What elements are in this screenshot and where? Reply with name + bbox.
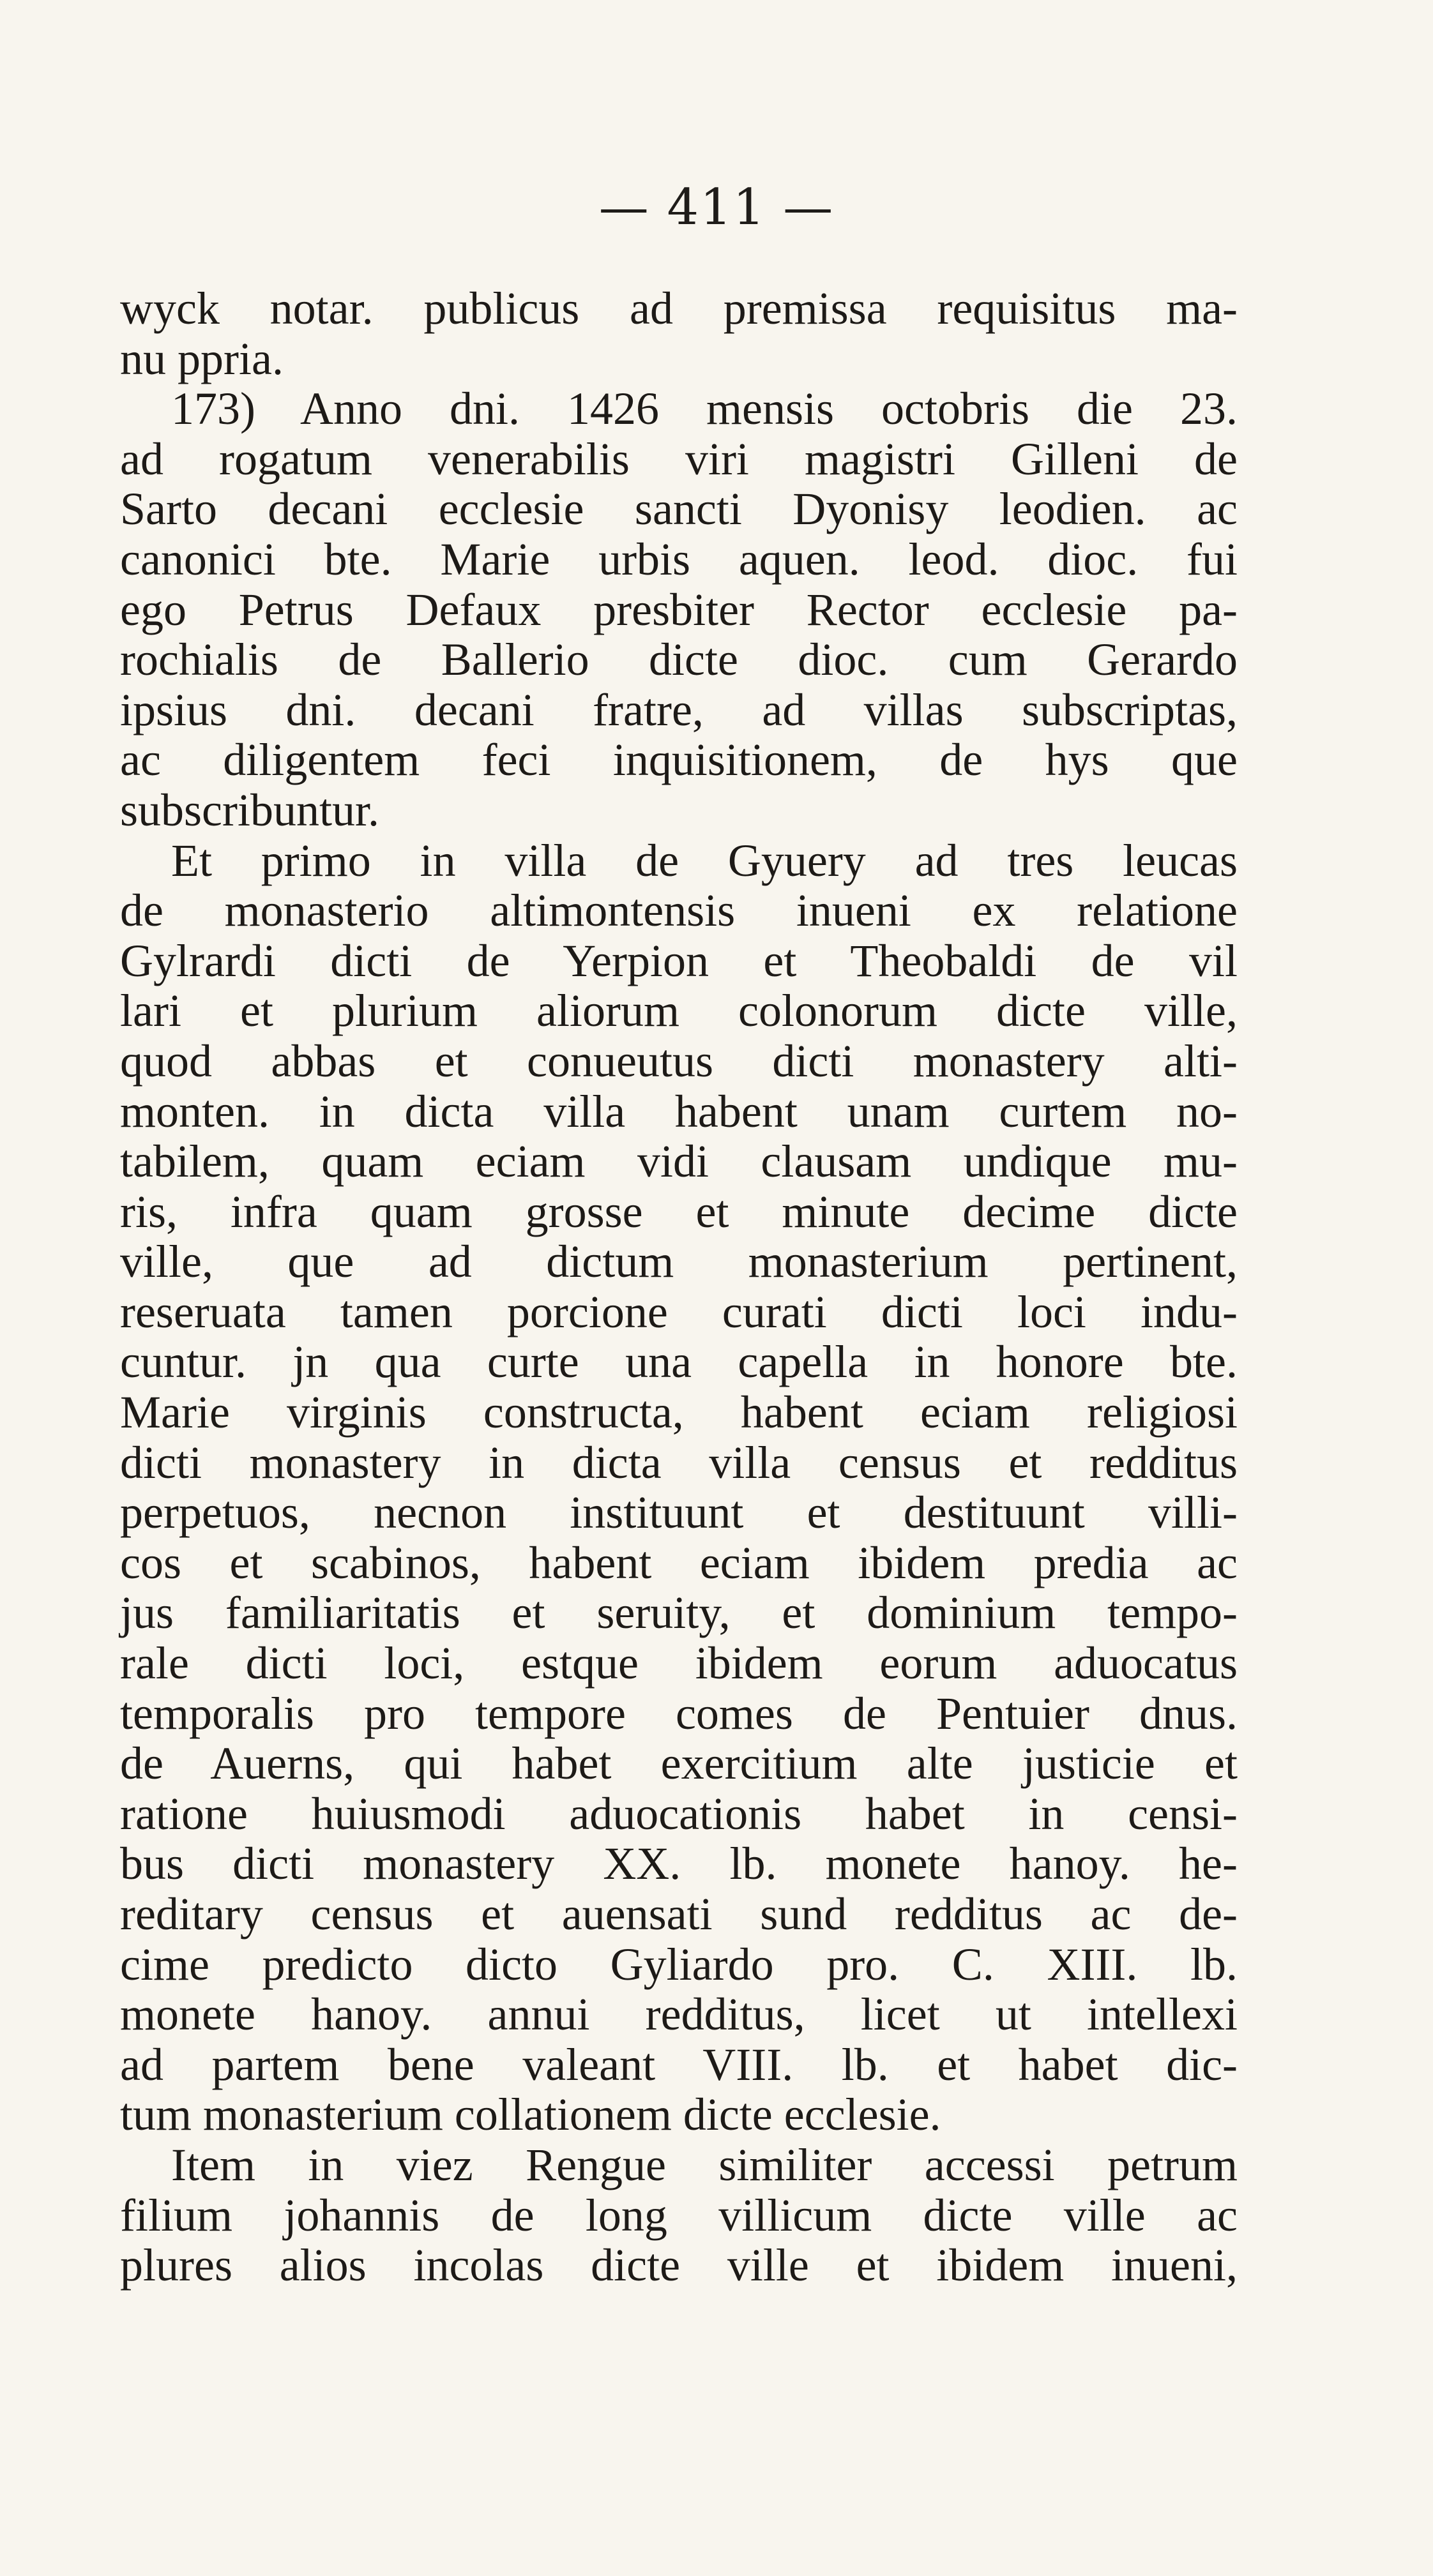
text-line: ad partem bene valeant VIII. lb. et habet dic- — [120, 2038, 1238, 2090]
text-line: lari et plurium aliorum colonorum dicte ville, — [120, 985, 1238, 1037]
text-line: nu ppria. — [120, 333, 284, 384]
text-line: rochialis de Ballerio dicte dioc. cum Gerardo — [120, 634, 1238, 686]
page-number-header: — 411 — — [598, 179, 835, 236]
text-line: monete hanoy. annui redditus, licet ut intellexi — [120, 1989, 1238, 2040]
text-line: dicti monastery in dicta villa census et redditus — [120, 1436, 1238, 1488]
text-line: quod abbas et conueutus dicti monastery alti- — [120, 1035, 1238, 1087]
text-line: ris, infra quam grosse et minute decime dicte — [120, 1186, 1238, 1237]
text-line: de monasterio altimontensis inueni ex relatione — [120, 885, 1238, 937]
text-line: reditary census et auensati sund redditus ac de- — [120, 1888, 1238, 1940]
text-line: rale dicti loci, estque ibidem eorum aduocatus — [120, 1638, 1238, 1689]
text-line: canonici bte. Marie urbis aquen. leod. dioc. fui — [120, 533, 1238, 585]
text-line: Marie virginis constructa, habent eciam religiosi — [120, 1387, 1238, 1438]
text-line: plures alios incolas dicte ville et ibidem inueni, — [120, 2240, 1238, 2291]
text-line: temporalis pro tempore comes de Pentuier dnus. — [120, 1687, 1238, 1739]
text-line: monten. in dicta villa habent unam curtem no- — [120, 1085, 1238, 1137]
text-line: de Auerns, qui habet exercitium alte justicie et — [120, 1738, 1238, 1789]
text-line: cos et scabinos, habent eciam ibidem predia ac — [120, 1537, 1238, 1588]
text-line: wyck notar. publicus ad premissa requisitus ma- — [120, 283, 1238, 334]
text-line: ville, que ad dictum monasterium pertinent, — [120, 1236, 1238, 1288]
text-line: Sarto decani ecclesie sancti Dyonisy leodien. ac — [120, 483, 1238, 535]
text-line: tabilem, quam eciam vidi clausam undique mu- — [120, 1136, 1238, 1187]
text-line: cuntur. jn qua curte una capella in honore bte. — [120, 1336, 1238, 1388]
text-line: ratione huiusmodi aduocationis habet in censi- — [120, 1788, 1238, 1839]
body-text — [120, 283, 1238, 2291]
text-line: bus dicti monastery XX. lb. monete hanoy. he- — [120, 1838, 1238, 1890]
text-line: ac diligentem feci inquisitionem, de hys que — [120, 734, 1238, 786]
text-line: ipsius dni. decani fratre, ad villas subscriptas, — [120, 684, 1238, 735]
text-line: ego Petrus Defaux presbiter Rector ecclesie pa- — [120, 584, 1238, 635]
text-line: tum monasterium collationem dicte ecclesie. — [120, 2089, 941, 2141]
text-line: ad rogatum venerabilis viri magistri Gilleni de — [120, 433, 1238, 485]
text-line: reseruata tamen porcione curati dicti loci indu- — [120, 1286, 1238, 1337]
text-line: Et primo in villa de Gyuery ad tres leucas — [171, 834, 1238, 886]
text-line: 173) Anno dni. 1426 mensis octobris die 23. — [171, 383, 1238, 435]
text-line: Item in viez Rengue similiter accessi petrum — [171, 2139, 1238, 2190]
text-line: cime predicto dicto Gyliardo pro. C. XIII. lb. — [120, 1938, 1238, 1990]
text-line: filium johannis de long villicum dicte ville ac — [120, 2189, 1238, 2241]
text-line: jus familiaritatis et seruity, et dominium tempo- — [120, 1587, 1238, 1639]
text-line: Gylrardi dicti de Yerpion et Theobaldi de vil — [120, 935, 1238, 986]
text-line: subscribuntur. — [120, 784, 379, 836]
text-line: perpetuos, necnon instituunt et destituunt villi- — [120, 1487, 1238, 1539]
